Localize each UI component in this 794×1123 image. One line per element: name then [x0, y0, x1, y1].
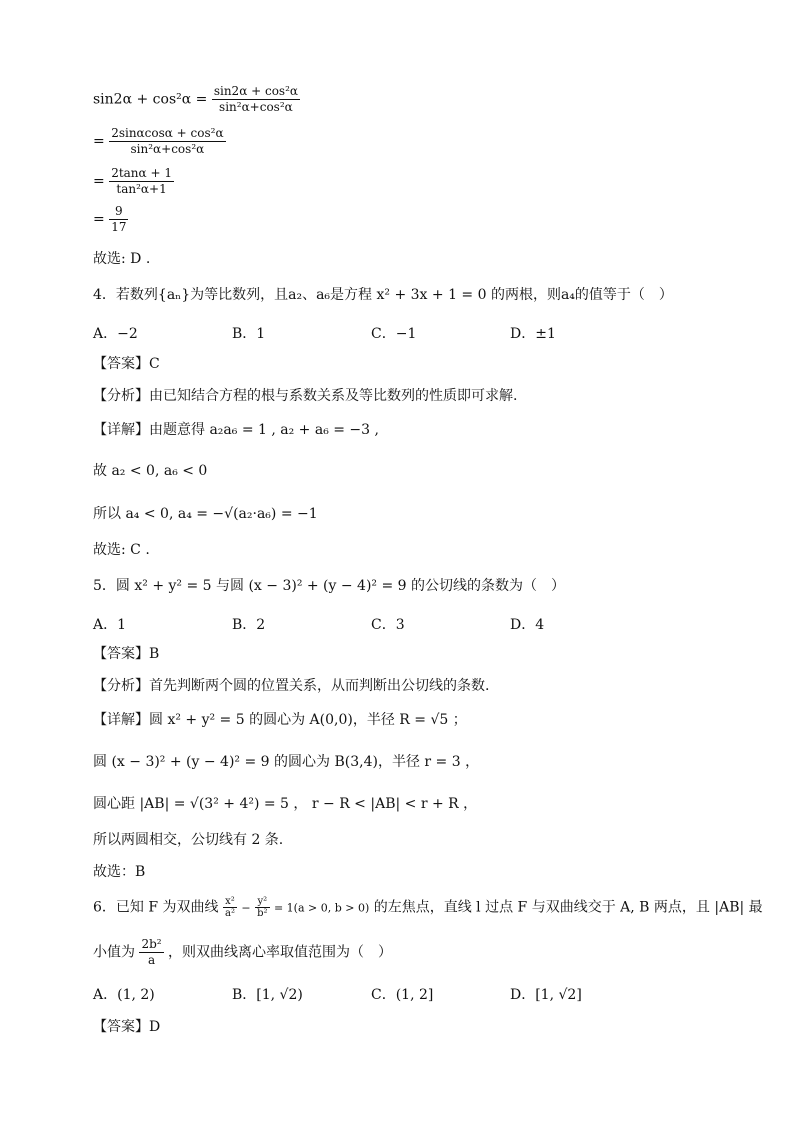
q4-stem: 4．若数列{aₙ}为等比数列，且a₂、a₆是方程 x² + 3x + 1 = 0 的两根，则a₄的值等于（ ） — [93, 287, 673, 303]
q6-stem-part-a: 6．已知 F 为双曲线 — [93, 899, 219, 916]
q4-option-a: A．−2 — [93, 326, 138, 342]
fraction-numerator: sin2α + cos²α — [213, 84, 298, 98]
fraction-numerator: x² — [223, 896, 237, 908]
q6-option-c: C．(1, 2] — [371, 987, 434, 1003]
derivation-line-4 — [93, 204, 128, 235]
q6-answer: 【答案】D — [93, 1019, 161, 1035]
derivation-fraction-1 — [212, 84, 300, 115]
q4-option-c: C．−1 — [371, 326, 417, 342]
fraction-denominator: sin²α+cos²α — [130, 142, 205, 156]
q6-option-d: D．[1, √2] — [510, 987, 582, 1003]
equals-sign: = — [93, 133, 105, 150]
derivation-fraction-3 — [109, 166, 174, 197]
q5-analysis: 【分析】首先判断两个圆的位置关系，从而判断出公切线的条数. — [93, 678, 490, 694]
q6-stem-part-c: 小值为 — [93, 944, 135, 961]
q5-option-a: A．1 — [93, 617, 127, 633]
hyperbola-x-fraction — [223, 896, 237, 919]
fraction-numerator: 2tanα + 1 — [111, 166, 172, 180]
derivation-lhs: sin2α + cos²α = — [93, 91, 208, 108]
q5-option-d: D．4 — [510, 617, 545, 633]
fraction-numerator: 2b² — [141, 937, 162, 951]
q4-detail-line-3: 所以 a₄ < 0, a₄ = −√(a₂·a₆) = −1 — [93, 506, 318, 522]
fraction-numerator: y² — [255, 896, 269, 908]
q6-stem-line-1: 6．已知 F 为双曲线 $\frac{\text{x²}}{\text{a²}}$ − $\frac{\text{y²}}{\text{b²}}$ = 1(a > 0, b > 0) 的左焦点，直线 l 过点 F 与双曲线交于 A, B 两点，且 |AB| 最 — [93, 896, 763, 919]
min-value-fraction — [139, 937, 163, 968]
q4-detail: 【详解】由题意得 a₂a₆ = 1 , a₂ + a₆ = −3 , — [93, 422, 379, 438]
fraction-denominator: tan²α+1 — [116, 182, 167, 196]
q4-detail-line-2: 故 a₂ < 0, a₆ < 0 — [93, 463, 208, 479]
q5-option-b: B．2 — [232, 617, 266, 633]
derivation-line-2 — [93, 126, 226, 157]
derivation-fraction-2 — [109, 126, 225, 157]
q5-detail: 【详解】圆 x² + y² = 5 的圆心为 A(0,0)，半径 R = √5 ； — [93, 712, 467, 728]
fraction-denominator: sin²α+cos²α — [219, 100, 293, 114]
q4-answer: 【答案】C — [93, 356, 160, 372]
q6-option-a: A．(1, 2) — [93, 987, 155, 1003]
q5-stem: 5．圆 x² + y² = 5 与圆 (x − 3)² + (y − 4)² = 9 的公切线的条数为（ ） — [93, 578, 566, 594]
q5-option-c: C．3 — [371, 617, 405, 633]
equals-sign: = — [93, 211, 105, 228]
q5-answer: 【答案】B — [93, 646, 160, 662]
q5-choose: 故选：B — [93, 864, 146, 880]
q4-analysis: 【分析】由已知结合方程的根与系数关系及等比数列的性质即可求解. — [93, 388, 518, 404]
derivation-line-3 — [93, 166, 174, 197]
q6-option-b: B．[1, √2) — [232, 987, 303, 1003]
q6-stem-line-2 — [93, 937, 392, 968]
q3-choose: 故选: D . — [93, 251, 151, 267]
q5-detail-line-3: 圆心距 |AB| = √(3² + 4²) = 5 ， r − R < |AB| < r + R ， — [93, 796, 478, 812]
q4-option-d: D．±1 — [510, 326, 556, 342]
fraction-denominator: a — [147, 953, 156, 967]
derivation-fraction-4 — [109, 204, 128, 235]
fraction-denominator: a² — [224, 908, 235, 919]
q6-stem-part-d: ，则双曲线离心率取值范围为（ ） — [168, 944, 393, 961]
hyperbola-condition: = 1(a > 0, b > 0) — [273, 901, 370, 915]
hyperbola-y-fraction — [255, 896, 269, 919]
equals-sign: = — [93, 173, 105, 190]
q4-choose: 故选: C . — [93, 542, 150, 558]
fraction-denominator: b² — [257, 908, 268, 919]
q6-stem-part-b: 的左焦点，直线 l 过点 F 与双曲线交于 A, B 两点，且 |AB| 最 — [373, 899, 763, 916]
fraction-numerator: 9 — [109, 204, 128, 220]
fraction-denominator: 17 — [111, 220, 127, 234]
q5-detail-line-2: 圆 (x − 3)² + (y − 4)² = 9 的圆心为 B(3,4)，半径 r = 3 ， — [93, 754, 480, 770]
fraction-numerator: 2sinαcosα + cos²α — [111, 126, 224, 140]
q5-detail-line-4: 所以两圆相交，公切线有 2 条. — [93, 832, 284, 848]
derivation-line-1 — [93, 84, 300, 115]
q4-option-b: B．1 — [232, 326, 266, 342]
